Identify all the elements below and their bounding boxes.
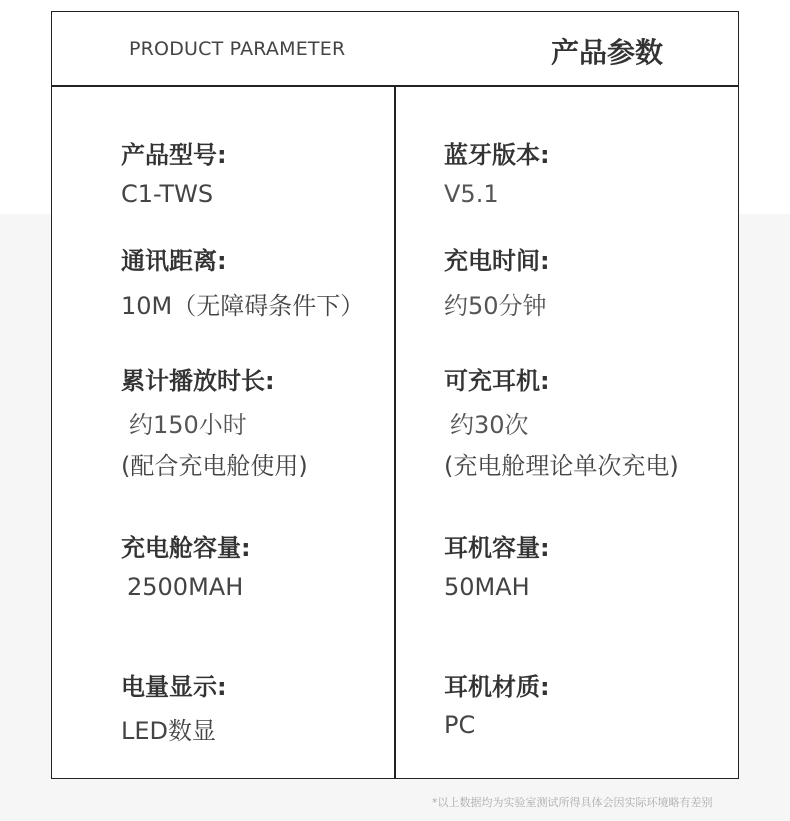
bt-label: 蓝牙版本: xyxy=(444,141,550,169)
earbud-capacity-label: 耳机容量: xyxy=(444,534,550,562)
recharge-note: (充电舱理论单次充电) xyxy=(444,452,679,480)
header-english-title: PRODUCT PARAMETER xyxy=(129,38,346,60)
earbud-capacity-value: 50MAH xyxy=(444,573,530,601)
model-label: 产品型号: xyxy=(121,141,227,169)
range-label: 通讯距离: xyxy=(121,247,227,275)
bt-value: V5.1 xyxy=(444,180,499,208)
parameter-table xyxy=(51,11,739,779)
recharge-value: 约30次 xyxy=(450,411,529,439)
case-capacity-label: 充电舱容量: xyxy=(121,534,251,562)
total-time-note: (配合充电舱使用) xyxy=(121,452,308,480)
header-chinese-title: 产品参数 xyxy=(551,36,664,69)
footnote: *以上数据均为实验室测试所得具体会因实际环境略有差别 xyxy=(432,796,713,809)
material-value: PC xyxy=(444,711,476,739)
model-value: C1-TWS xyxy=(121,180,214,208)
total-time-value: 约150小时 xyxy=(129,411,247,439)
power-display-label: 电量显示: xyxy=(121,673,227,701)
total-time-label: 累计播放时长: xyxy=(121,367,275,395)
material-label: 耳机材质: xyxy=(444,673,550,701)
power-display-value: LED数显 xyxy=(121,717,217,745)
range-value: 10M（无障碍条件下） xyxy=(121,292,365,320)
charge-time-value: 约50分钟 xyxy=(444,292,547,320)
recharge-label: 可充耳机: xyxy=(444,367,550,395)
case-capacity-value: 2500MAH xyxy=(127,573,244,601)
table-header xyxy=(52,12,738,87)
charge-time-label: 充电时间: xyxy=(444,247,550,275)
column-divider xyxy=(394,87,396,779)
